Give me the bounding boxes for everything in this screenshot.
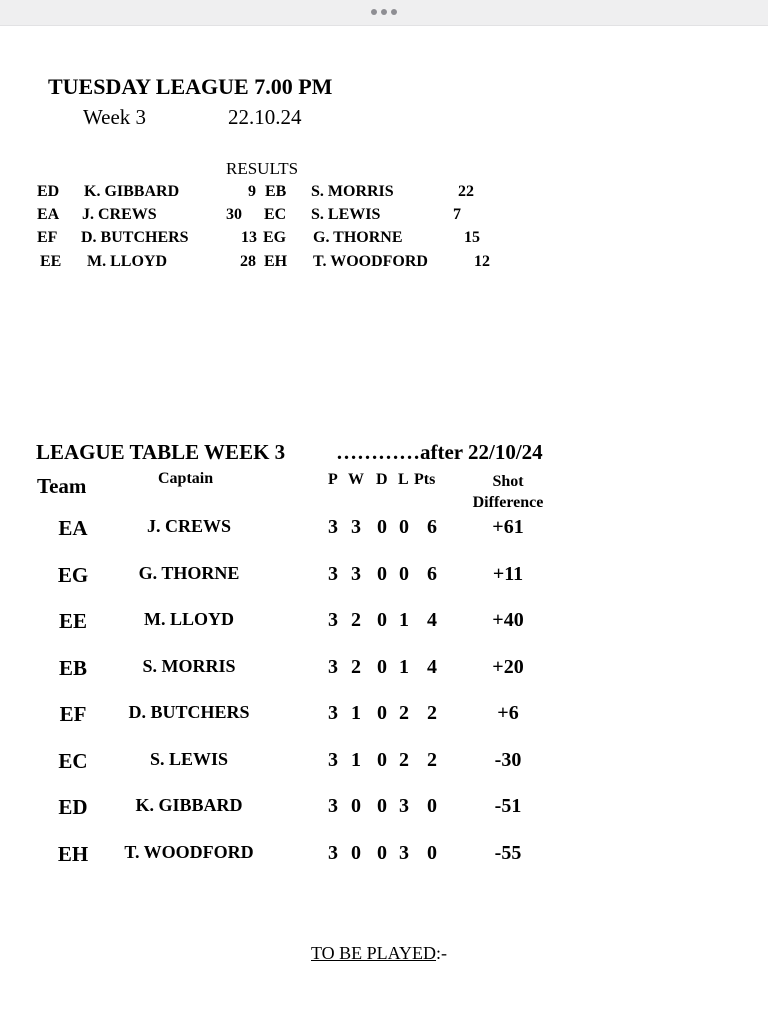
row-points: 0	[427, 842, 437, 864]
row-team-code: EF	[59, 702, 87, 726]
row-shot-difference: +61	[492, 516, 524, 538]
row-played: 3	[328, 702, 338, 724]
row-lost: 3	[399, 842, 409, 864]
row-captain: J. CREWS	[146, 516, 231, 536]
row-captain: T. WOODFORD	[124, 842, 254, 862]
row-played: 3	[328, 795, 338, 817]
row-lost: 3	[399, 795, 409, 817]
row-played: 3	[328, 656, 338, 678]
row-team-code: EC	[58, 749, 88, 773]
row-won: 0	[351, 842, 361, 864]
page-title: TUESDAY LEAGUE 7.00 PM	[48, 74, 333, 99]
league-table-title: LEAGUE TABLE WEEK 3	[36, 440, 286, 464]
to-be-played-heading	[311, 943, 447, 964]
row-captain: K. GIBBARD	[135, 795, 243, 815]
row-points: 4	[427, 656, 437, 678]
header-team: Team	[37, 474, 87, 498]
row-points: 2	[427, 749, 437, 771]
row-team-code: ED	[58, 795, 88, 819]
result-home-score: 13	[241, 229, 257, 246]
row-drawn: 0	[377, 795, 387, 817]
result-away-score: 12	[474, 253, 490, 270]
result-home-code: ED	[37, 183, 60, 200]
row-won: 1	[351, 749, 361, 771]
row-lost: 1	[399, 609, 409, 631]
row-team-code: EA	[58, 516, 88, 540]
row-drawn: 0	[377, 749, 387, 771]
row-points: 6	[427, 516, 437, 538]
row-lost: 0	[399, 516, 409, 538]
row-shot-difference: -30	[494, 749, 522, 771]
header-shot-difference: Shot Difference	[472, 473, 544, 511]
results-heading: RESULTS	[226, 159, 299, 178]
row-lost: 0	[399, 563, 409, 585]
result-home-captain: M. LLOYD	[87, 253, 167, 270]
row-drawn: 0	[377, 656, 387, 678]
row-captain: S. LEWIS	[149, 749, 229, 769]
row-captain: G. THORNE	[138, 563, 240, 583]
to-be-played-suffix: :-	[436, 943, 448, 963]
result-home-code: EE	[40, 253, 62, 270]
row-won: 3	[351, 563, 361, 585]
row-won: 2	[351, 609, 361, 631]
header-played: P	[328, 471, 338, 488]
row-shot-difference: -55	[494, 842, 522, 864]
result-home-score: 30	[226, 206, 242, 223]
match-date: 22.10.24	[228, 105, 302, 129]
week-label: Week 3	[83, 105, 147, 129]
result-away-score: 7	[453, 206, 461, 223]
row-drawn: 0	[377, 842, 387, 864]
row-team-code: EH	[57, 842, 89, 866]
row-played: 3	[328, 749, 338, 771]
result-away-score: 15	[464, 229, 480, 246]
row-team-code: EG	[57, 563, 89, 587]
header-points: Pts	[414, 471, 436, 488]
row-team-code: EB	[58, 656, 87, 680]
row-points: 4	[427, 609, 437, 631]
row-shot-difference: -51	[494, 795, 522, 817]
row-won: 3	[351, 516, 361, 538]
row-lost: 2	[399, 749, 409, 771]
result-home-code: EA	[37, 206, 60, 223]
row-captain: M. LLOYD	[144, 609, 234, 629]
row-drawn: 0	[377, 702, 387, 724]
row-lost: 1	[399, 656, 409, 678]
result-home-code: EF	[37, 229, 58, 246]
row-points: 0	[427, 795, 437, 817]
result-away-code: EB	[265, 183, 287, 200]
row-team-code: EE	[58, 609, 87, 633]
result-away-captain: S. LEWIS	[311, 206, 381, 223]
result-away-code: EH	[264, 253, 288, 270]
row-shot-difference: +40	[492, 609, 524, 631]
result-home-captain: J. CREWS	[82, 206, 157, 223]
row-drawn: 0	[377, 563, 387, 585]
result-home-captain: D. BUTCHERS	[81, 229, 189, 246]
row-played: 3	[328, 609, 338, 631]
result-away-captain: S. MORRIS	[311, 183, 394, 200]
row-captain: S. MORRIS	[142, 656, 236, 676]
row-drawn: 0	[377, 516, 387, 538]
row-points: 6	[427, 563, 437, 585]
row-played: 3	[328, 516, 338, 538]
result-home-captain: K. GIBBARD	[84, 183, 180, 200]
result-home-score: 9	[248, 183, 256, 200]
row-played: 3	[328, 842, 338, 864]
header-lost: L	[398, 471, 409, 488]
row-won: 0	[351, 795, 361, 817]
row-points: 2	[427, 702, 437, 724]
row-won: 1	[351, 702, 361, 724]
top-toolbar	[0, 0, 768, 26]
result-home-score: 28	[240, 253, 256, 270]
to-be-played-label: TO BE PLAYED	[311, 943, 437, 963]
header-won: W	[348, 471, 364, 488]
row-drawn: 0	[377, 609, 387, 631]
more-options-icon[interactable]	[371, 9, 397, 15]
result-away-code: EG	[263, 229, 287, 246]
row-shot-difference: +11	[492, 563, 524, 585]
header-drawn: D	[376, 471, 388, 488]
row-shot-difference: +20	[492, 656, 524, 678]
header-captain: Captain	[158, 470, 214, 487]
row-captain: D. BUTCHERS	[128, 702, 250, 722]
result-away-captain: G. THORNE	[313, 229, 403, 246]
league-table-after-date: …………after 22/10/24	[336, 440, 543, 464]
row-won: 2	[351, 656, 361, 678]
result-away-captain: T. WOODFORD	[313, 253, 428, 270]
row-lost: 2	[399, 702, 409, 724]
row-played: 3	[328, 563, 338, 585]
row-shot-difference: +6	[497, 702, 519, 724]
result-away-score: 22	[458, 183, 474, 200]
result-away-code: EC	[264, 206, 287, 223]
